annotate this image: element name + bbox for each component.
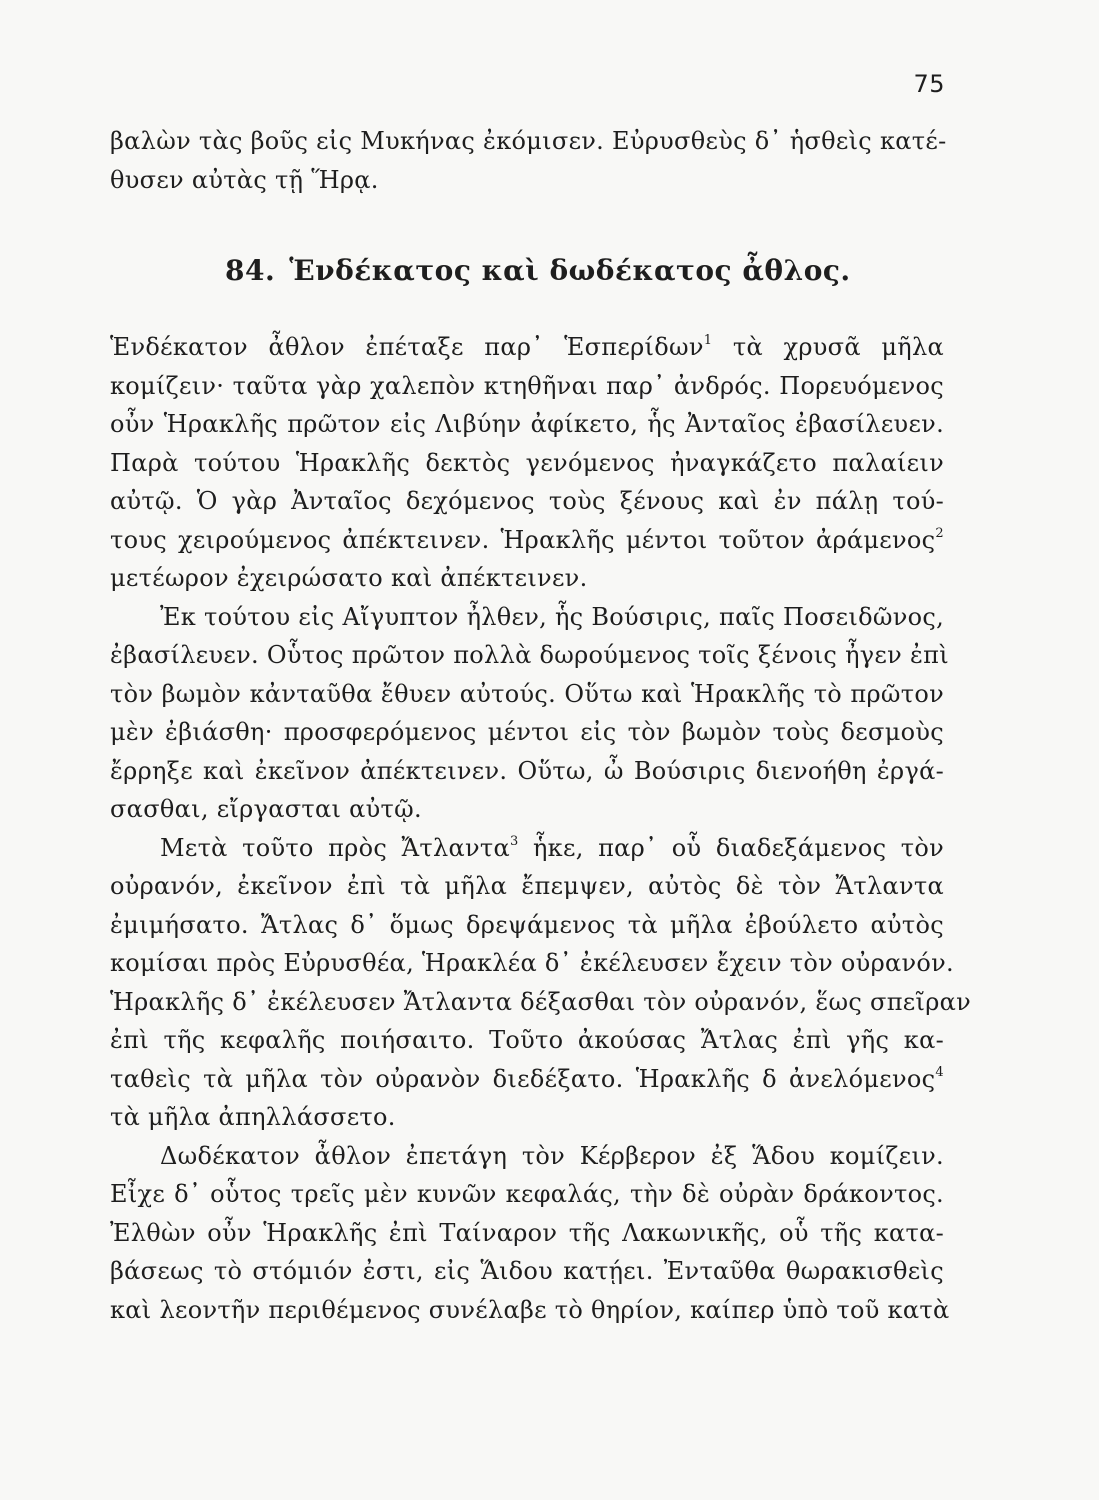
text-line (110, 752, 944, 791)
text-line (110, 1137, 944, 1176)
section-number: 84. (225, 254, 276, 287)
line-text: μὲν ἐβιάσθη· προσφερόμενος μέντοι εἰς τὸν βωμὸν τοὺς δεσμοὺς (110, 718, 944, 746)
text-line: θυσεν αὐτὰς τῇ Ἥρᾳ. (110, 165, 379, 194)
line-text: μετέωρον ἐχειρώσατο καὶ ἀπέκτεινεν. (110, 564, 588, 592)
line-text: ἐβασίλευεν. Οὗτος πρῶτον πολλὰ δωρούμενος τοῖς ξένοις ἦγεν ἐπὶ (110, 641, 949, 669)
line-text: ἧκε, παρ᾽ οὗ διαδεξάμενος τὸν (518, 833, 944, 862)
text-line (110, 328, 944, 367)
line-text: τὰ χρυσᾶ μῆλα (712, 333, 944, 361)
footnote-marker[interactable]: 2 (935, 525, 944, 541)
line-text: καὶ λεοντῆν περιθέμενος συνέλαβε τὸ θηρίον, καίπερ ὑπὸ τοῦ κατὰ (110, 1295, 950, 1324)
text-line (110, 598, 944, 637)
line-text: ταθεὶς τὰ μῆλα τὸν οὐρανὸν διεδέξατο. Ἡρακλῆς δ ἀνελόμενος (110, 1064, 936, 1093)
footnote-marker[interactable]: 4 (935, 1064, 944, 1080)
line-text: Εἶχε δ᾽ οὗτος τρεῖς μὲν κυνῶν κεφαλάς, τὴν δὲ οὐρὰν δράκοντος. (110, 1180, 944, 1208)
text-line (110, 1252, 944, 1291)
text-line (110, 1291, 950, 1330)
text-line (110, 1098, 944, 1137)
line-text: Ἐλθὼν οὖν Ἡρακλῆς ἐπὶ Ταίναρον τῆς Λακωνικῆς, οὗ τῆς κατα- (110, 1218, 944, 1247)
text-line: βαλὼν τὰς βοῦς εἰς Μυκήνας ἐκόμισεν. Εὐρυσθεὺς δ᾽ ἡσθεὶς κατέ- (110, 127, 947, 155)
line-text: κομίζειν· ταῦτα γὰρ χαλεπὸν κτηθῆναι παρ᾽ ἀνδρός. Πορευόμενος (110, 371, 944, 400)
page-number: 75 (913, 70, 945, 98)
text-line (110, 790, 944, 829)
text-line (110, 559, 944, 598)
text-line (110, 944, 954, 983)
text-line (110, 482, 944, 521)
line-text: Ἡρακλῆς δ᾽ ἐκέλευσεν Ἄτλαντα δέξασθαι τὸν οὐρανόν, ἕως σπεῖραν (110, 987, 972, 1016)
line-text: αὐτῷ. Ὁ γὰρ Ἀνταῖος δεχόμενος τοὺς ξένους καὶ ἐν πάλῃ τού- (110, 487, 944, 515)
text-line (110, 636, 949, 675)
text-line (110, 867, 944, 906)
text-line (110, 1175, 944, 1214)
text-line (110, 1021, 944, 1060)
line-text: Ἐκ τούτου εἰς Αἴγυπτον ἦλθεν, ἧς Βούσιρις, παῖς Ποσειδῶνος, (160, 602, 945, 631)
line-text: Μετὰ τοῦτο πρὸς Ἄτλαντα (160, 833, 510, 862)
line-text: οὖν Ἡρακλῆς πρῶτον εἰς Λιβύην ἀφίκετο, ἧς Ἀνταῖος ἐβασίλευεν. (110, 410, 944, 438)
line-text: οὐρανόν, ἐκεῖνον ἐπὶ τὰ μῆλα ἔπεμψεν, αὐτὸς δὲ τὸν Ἄτλαντα (110, 872, 944, 900)
text-line (110, 1214, 944, 1253)
text-line (110, 713, 944, 752)
line-text: Δωδέκατον ἆθλον ἐπετάγη τὸν Κέρβερον ἐξ Ἅδου κομίζειν. (160, 1141, 944, 1170)
text-line (110, 521, 944, 560)
text-line (110, 829, 944, 868)
line-text: ἐπὶ τῆς κεφαλῆς ποιήσαιτο. Τοῦτο ἀκούσας Ἄτλας ἐπὶ γῆς κα- (110, 1026, 944, 1054)
text-line (110, 405, 944, 444)
footnote-marker[interactable]: 3 (509, 833, 519, 849)
line-text: Ἑνδέκατον ἆθλον ἐπέταξε παρ᾽ Ἑσπερίδων (110, 333, 704, 361)
section-title: Ἑνδέκατος καὶ δωδέκατος ἆθλος. (289, 254, 851, 287)
line-text: Παρὰ τούτου Ἡρακλῆς δεκτὸς γενόμενος ἠναγκάζετο παλαίειν (110, 448, 944, 477)
line-text: κομίσαι πρὸς Εὐρυσθέα, Ἡρακλέα δ᾽ ἐκέλευσεν ἔχειν τὸν οὐρανόν. (110, 949, 954, 977)
text-line (110, 367, 944, 406)
line-text: τὰ μῆλα ἀπηλλάσσετο. (110, 1103, 396, 1131)
line-text: σασθαι, εἴργασται αὐτῷ. (110, 795, 422, 823)
line-text: ἐμιμήσατο. Ἄτλας δ᾽ ὅμως δρεψάμενος τὰ μῆλα ἐβούλετο αὐτὸς (110, 910, 944, 939)
section-heading (225, 254, 851, 287)
line-text: βάσεως τὸ στόμιόν ἐστι, εἰς Ἅιδου κατῄει. Ἐνταῦθα θωρακισθεὶς (110, 1257, 944, 1285)
line-text: ἔρρηξε καὶ ἐκεῖνον ἀπέκτεινεν. Οὕτω, ὦ Βούσιρις διενοήθη ἐργά- (110, 756, 944, 785)
footnote-marker[interactable]: 1 (703, 333, 713, 348)
line-text: τους χειρούμενος ἀπέκτεινεν. Ἡρακλῆς μέντοι τοῦτον ἀράμενος (110, 525, 936, 554)
intro-paragraph (110, 122, 947, 199)
line-text: τὸν βωμὸν κἀνταῦθα ἔθυεν αὐτούς. Οὕτω καὶ Ἡρακλῆς τὸ πρῶτον (110, 679, 944, 708)
text-line (110, 983, 972, 1022)
text-line (110, 675, 944, 714)
body-text (110, 328, 972, 1329)
text-line (110, 1060, 944, 1099)
text-line (110, 444, 944, 483)
text-line (110, 906, 944, 945)
